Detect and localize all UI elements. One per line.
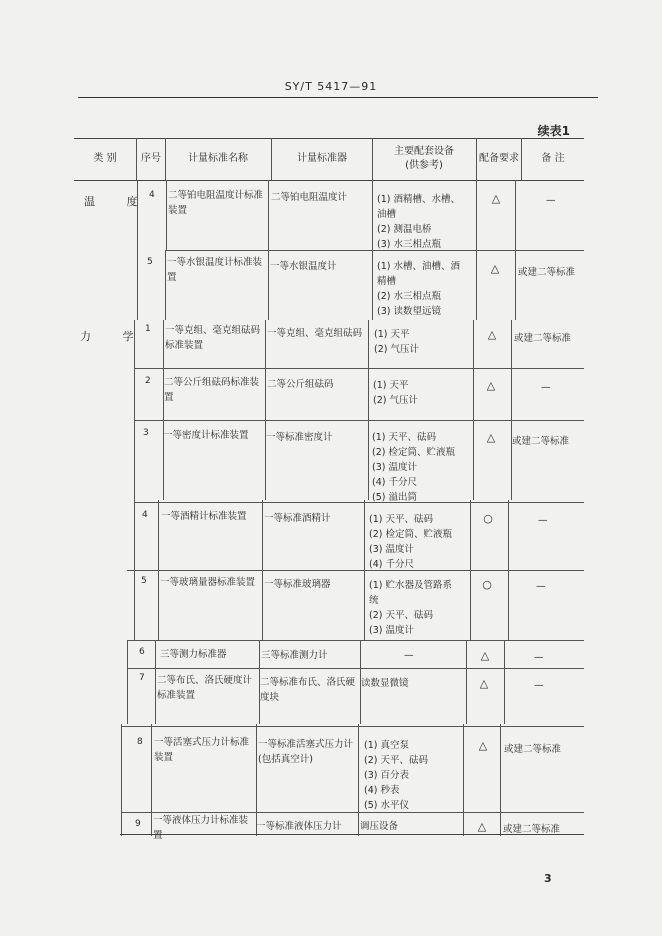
equipment-item: (3) 百分表 bbox=[364, 770, 409, 781]
equipment-item: (4) 千分尺 bbox=[372, 477, 417, 488]
col-equipment-title: 主要配套设备 bbox=[394, 146, 454, 157]
row-equipment bbox=[374, 327, 419, 357]
row-standard: 一等标准液体压力计 bbox=[256, 821, 342, 832]
row-equipment bbox=[361, 676, 409, 691]
body-divider bbox=[121, 724, 122, 836]
table-head-rule bbox=[74, 180, 584, 181]
header-rule bbox=[78, 97, 598, 98]
body-divider bbox=[166, 180, 167, 250]
row-name: 一等活塞式压力计标准装置 bbox=[154, 737, 250, 763]
head-divider bbox=[372, 138, 373, 180]
row-requirement: △ bbox=[487, 328, 497, 341]
row-rule bbox=[166, 250, 584, 251]
body-divider bbox=[511, 320, 512, 500]
row-name: 一等克组、毫克组砝码标准装置 bbox=[165, 325, 261, 351]
row-seq: 4 bbox=[149, 190, 155, 200]
row-equipment bbox=[369, 512, 452, 572]
equipment-item: 统 bbox=[369, 595, 379, 606]
equipment-item: 精槽 bbox=[377, 276, 397, 287]
equipment-item: (1) 贮水器及管路系 bbox=[369, 580, 452, 591]
equipment-item: (2) 气压计 bbox=[374, 344, 419, 355]
row-seq: 7 bbox=[139, 673, 145, 683]
row-name: 三等测力标准器 bbox=[160, 649, 227, 660]
body-divider bbox=[473, 320, 474, 500]
row-seq: 6 bbox=[139, 647, 145, 657]
body-divider bbox=[500, 724, 501, 836]
row-name: 一等酒精计标准装置 bbox=[161, 511, 247, 522]
row-standard: 一等克组、毫克组砝码 bbox=[267, 328, 363, 339]
row-standard: 一等标准活塞式压力计(包括真空计) bbox=[258, 739, 354, 765]
row-standard: 三等标准测力计 bbox=[261, 650, 328, 661]
row-seq: 2 bbox=[145, 376, 151, 386]
standard-code: SY/T 5417—91 bbox=[284, 80, 378, 93]
row-equipment bbox=[369, 578, 452, 638]
equipment-item: (2) 天平、砝码 bbox=[364, 755, 428, 766]
col-equipment bbox=[372, 145, 476, 173]
page-number: 3 bbox=[544, 872, 552, 885]
equipment-item: 油槽 bbox=[377, 209, 397, 220]
equipment-item: (2) 气压计 bbox=[373, 395, 418, 406]
equipment-item: (3) 水三相点瓶 bbox=[377, 239, 441, 250]
row-rule bbox=[134, 502, 584, 503]
row-equipment bbox=[360, 819, 398, 834]
equipment-item: (1) 天平、砝码 bbox=[372, 432, 436, 443]
row-requirement: ○ bbox=[482, 578, 492, 591]
row-name: 一等液体压力计标准装置 bbox=[153, 815, 249, 841]
equipment-item: (1) 水槽、油槽、酒 bbox=[377, 261, 460, 272]
row-note: — bbox=[534, 652, 544, 663]
row-name: 二等公斤组砝码标准装置 bbox=[164, 377, 260, 403]
row-equipment bbox=[377, 259, 460, 319]
category-mechanics: 力 学 bbox=[80, 330, 148, 343]
row-rule bbox=[134, 420, 584, 421]
row-requirement: △ bbox=[486, 379, 496, 392]
row-seq: 5 bbox=[141, 576, 147, 586]
row-equipment bbox=[404, 648, 414, 663]
row-rule bbox=[134, 368, 584, 369]
row-requirement: △ bbox=[477, 820, 487, 833]
table-top-rule bbox=[74, 138, 584, 139]
row-note: 或建二等标准 bbox=[514, 333, 572, 344]
col-requirement: 配备要求 bbox=[479, 153, 519, 164]
row-requirement: △ bbox=[491, 192, 501, 205]
row-note: — bbox=[534, 680, 544, 691]
row-note: 或建二等标准 bbox=[504, 744, 562, 755]
equipment-item: (3) 温度计 bbox=[369, 544, 414, 555]
body-divider bbox=[163, 320, 164, 500]
equipment-item: (4) 秒表 bbox=[364, 785, 400, 796]
row-note: — bbox=[536, 581, 546, 592]
row-seq: 8 bbox=[137, 737, 143, 747]
equipment-item: (1) 真空泵 bbox=[364, 740, 409, 751]
body-divider bbox=[504, 640, 505, 724]
equipment-item: (1) 天平、砝码 bbox=[369, 514, 433, 525]
body-divider bbox=[155, 640, 156, 724]
body-divider bbox=[265, 320, 266, 500]
row-standard: 二等公斤组砝码 bbox=[267, 379, 334, 390]
row-standard: 二等标准布氏、洛氏硬度块 bbox=[260, 677, 356, 703]
row-standard: 一等水银温度计 bbox=[270, 261, 337, 272]
row-note: 或建二等标准 bbox=[518, 267, 576, 278]
head-divider bbox=[271, 138, 272, 180]
equipment-item: (1) 酒精槽、水槽、 bbox=[377, 194, 460, 205]
row-standard: 二等铂电阻温度计 bbox=[271, 192, 348, 203]
equipment-item: (2) 天平、砝码 bbox=[369, 610, 433, 621]
equipment-item: (5) 溢出筒 bbox=[372, 492, 417, 503]
body-divider bbox=[368, 320, 369, 500]
head-divider bbox=[136, 138, 137, 180]
head-divider bbox=[476, 138, 477, 180]
col-name: 计量标准名称 bbox=[188, 153, 248, 164]
col-category: 类 别 bbox=[93, 153, 117, 164]
col-equipment-sub: (供参考) bbox=[405, 160, 443, 171]
continuation-label: 续表1 bbox=[537, 124, 570, 138]
body-divider bbox=[165, 250, 166, 320]
row-note: — bbox=[538, 515, 548, 526]
category-temperature: 温 度 bbox=[84, 195, 152, 208]
equipment-item: (3) 温度计 bbox=[369, 625, 414, 636]
body-divider bbox=[127, 640, 128, 724]
row-rule bbox=[127, 668, 584, 669]
equipment-item: (4) 千分尺 bbox=[369, 559, 414, 570]
row-seq: 9 bbox=[135, 819, 141, 829]
row-standard: 一等标准玻璃器 bbox=[264, 579, 331, 590]
equipment-item: 读数显微镜 bbox=[361, 678, 409, 689]
body-divider bbox=[466, 640, 467, 724]
row-name: 二等铂电阻温度计标准装置 bbox=[168, 190, 264, 216]
equipment-item: (2) 水三相点瓶 bbox=[377, 291, 441, 302]
row-name: 二等布氏、洛氏硬度计标准装置 bbox=[157, 675, 253, 701]
equipment-item: (3) 读数望远镜 bbox=[377, 306, 441, 317]
row-name: 一等密度计标准装置 bbox=[163, 430, 249, 441]
row-requirement: △ bbox=[478, 739, 488, 752]
row-note: 或建二等标准 bbox=[512, 436, 570, 447]
row-name: 一等玻璃量器标准装置 bbox=[160, 577, 256, 588]
col-note: 备 注 bbox=[541, 153, 565, 164]
row-rule bbox=[127, 640, 584, 641]
equipment-item: — bbox=[404, 650, 414, 661]
row-rule bbox=[121, 726, 584, 727]
equipment-item: (1) 天平 bbox=[373, 380, 409, 391]
body-divider bbox=[151, 724, 152, 836]
row-equipment bbox=[377, 192, 460, 252]
equipment-item: (2) 检定筒、贮液瓶 bbox=[369, 529, 452, 540]
equipment-item: (2) 检定筒、贮液瓶 bbox=[372, 447, 455, 458]
equipment-item: (1) 天平 bbox=[374, 329, 410, 340]
row-seq: 1 bbox=[145, 324, 151, 334]
equipment-item: (3) 温度计 bbox=[372, 462, 417, 473]
row-seq: 3 bbox=[143, 428, 149, 438]
row-seq: 5 bbox=[147, 257, 153, 267]
row-equipment bbox=[373, 378, 418, 408]
row-equipment bbox=[372, 430, 455, 505]
row-standard: 一等标准密度计 bbox=[266, 432, 333, 443]
body-divider bbox=[463, 724, 464, 836]
row-note: — bbox=[541, 382, 551, 393]
row-requirement: △ bbox=[479, 677, 489, 690]
row-requirement: ○ bbox=[483, 512, 493, 525]
head-divider bbox=[521, 138, 522, 180]
row-standard: 一等标准酒精计 bbox=[264, 513, 331, 524]
col-standard: 计量标准器 bbox=[297, 153, 347, 164]
row-name: 一等水银温度计标准装置 bbox=[167, 257, 263, 283]
equipment-item: 调压设备 bbox=[360, 821, 399, 832]
row-rule bbox=[127, 570, 584, 571]
col-seq: 序号 bbox=[141, 153, 161, 164]
row-note: — bbox=[546, 195, 556, 206]
row-requirement: △ bbox=[480, 649, 490, 662]
head-divider bbox=[165, 138, 166, 180]
row-seq: 4 bbox=[142, 510, 148, 520]
equipment-item: (5) 水平仪 bbox=[364, 800, 409, 811]
row-note: 或建二等标准 bbox=[503, 824, 561, 835]
equipment-item: (2) 测温电桥 bbox=[377, 224, 432, 235]
row-requirement: △ bbox=[486, 431, 496, 444]
row-requirement: △ bbox=[490, 262, 500, 275]
row-equipment bbox=[364, 738, 428, 813]
